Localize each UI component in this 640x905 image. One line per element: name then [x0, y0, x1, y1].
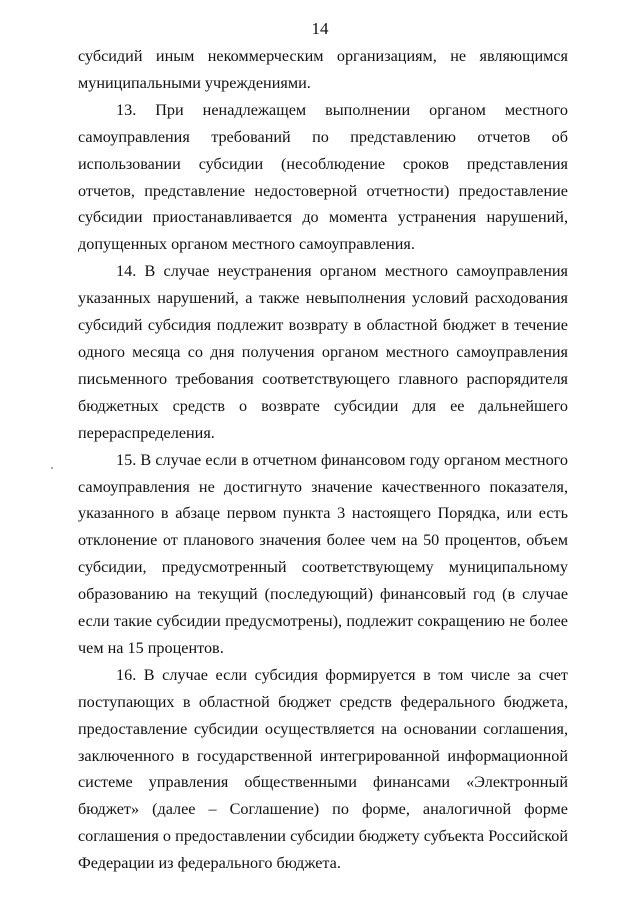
paragraph-item-15: 15. В случае если в отчетном финансовом году органом местного самоуправления не достигнуто значение качественного показателя, указанного в абзаце первом пункта 3 настоящего Порядка, или есть отклонение от планового значения более чем на 50 процентов, объем субсидии, предусмотренный соответствующему муниципальному образованию на текущий (последующий) финансовый год (в случае если такие субсидии предусмотрены), подлежит сокращению не более чем на 15 процентов.	[78, 450, 568, 657]
paragraph-continuation: субсидий иным некоммерческим организациям, не являющимся муниципальными учреждениями.	[78, 47, 568, 92]
paragraph-item-16: 16. В случае если субсидия формируется в том числе за счет поступающих в областной бюджет средств федерального бюджета, предоставление субсидии осуществляется на основании соглашения, заключенного в государственной интегрированной информационной системе управления общественными финансами «Электронный бюджет» (далее – Соглашение) по форме, аналогичной форме соглашения о предоставлении субсидии бюджету субъекта Российской Федерации из федерального бюджета.	[78, 665, 568, 873]
document-body	[78, 43, 568, 877]
scan-speck	[51, 467, 53, 469]
paragraph-item-14: 14. В случае неустранения органом местного самоуправления указанных нарушений, а также невыполнения условий расходования субсидий субсидия подлежит возврату в областной бюджет в течение одного месяца со дня получения органом местного самоуправления письменного требования соответствующего главного распорядителя бюджетных средств о возврате субсидии для ее дальнейшего перераспределения.	[78, 262, 568, 442]
page-number: 14	[311, 19, 329, 38]
paragraph-item-13: 13. При ненадлежащем выполнении органом местного самоуправления требований по представлению отчетов об использовании субсидии (несоблюдение сроков представления отчетов, представление недостоверной отчетности) предоставление субсидии приостанавливается до момента устранения нарушений, допущенных органом местного самоуправления.	[78, 100, 568, 254]
